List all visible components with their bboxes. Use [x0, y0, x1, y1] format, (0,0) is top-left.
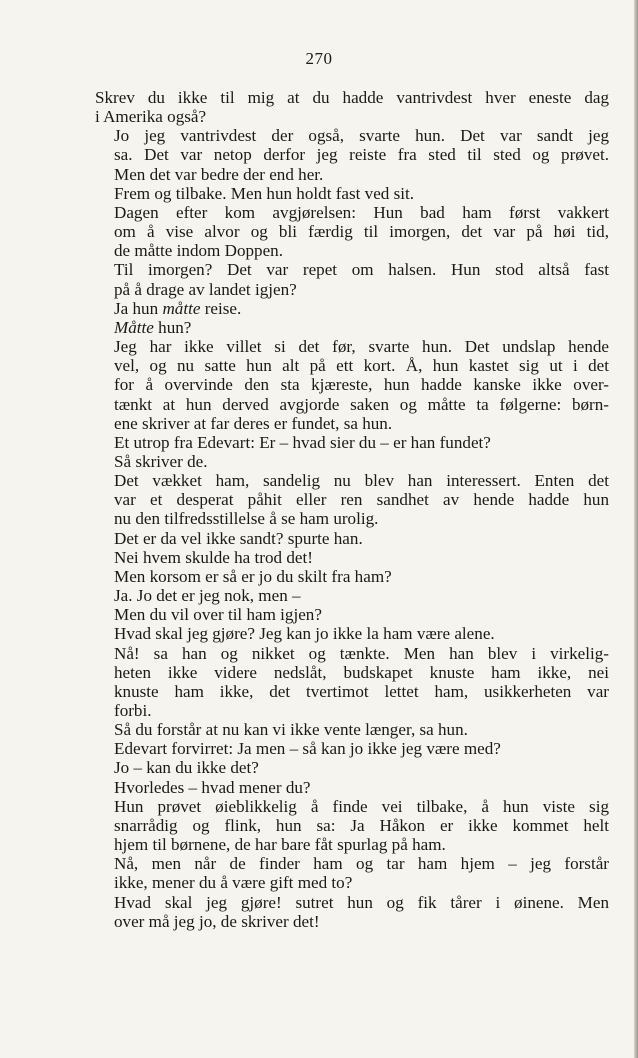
paragraph	[95, 433, 609, 452]
text-line: Frem og tilbake. Men hun holdt fast ved sit.	[114, 183, 415, 203]
paragraph	[95, 299, 609, 318]
text-line: Et utrop fra Edevart: Er – hvad sier du – er han fundet?	[114, 432, 491, 452]
paragraph	[95, 529, 609, 548]
text-line: sa. Det var netop derfor jeg reiste fra sted til sted og prøvet.	[114, 145, 609, 165]
text-line: ikke, mener du å være gift med to?	[114, 873, 353, 893]
text-line	[95, 299, 609, 318]
paragraph	[95, 260, 609, 298]
text-line: hjem til børnene, de har bare fåt spurlag på ham.	[114, 835, 446, 855]
paragraph	[95, 567, 609, 586]
paragraph	[95, 337, 609, 433]
text-line: for å overvinde den sta kjæreste, hun hadde kanske ikke over-	[114, 375, 609, 395]
paragraph	[95, 758, 609, 777]
text-line: Så skriver de.	[114, 451, 208, 471]
text-line: Men korsom er så er jo du skilt fra ham?	[114, 566, 392, 586]
text-line: Skrev du ikke til mig at du hadde vantrivdest hver eneste dag	[95, 88, 609, 107]
text-line: Til imorgen? Det var repet om halsen. Hun stod altså fast	[114, 260, 609, 280]
text-line: Jo – kan du ikke det?	[114, 758, 259, 778]
text-line: tænkt at hun derved avgjorde saken og måtte ta følgerne: børn-	[114, 394, 609, 414]
paragraph	[95, 452, 609, 471]
text-line: Men det var bedre der end her.	[114, 164, 324, 184]
text-line: ene skriver at far deres er fundet, sa hun.	[114, 413, 393, 433]
text-run: reise.	[200, 298, 242, 318]
text-line: Nå, men når de finder ham og tar ham hjem – jeg forstår	[114, 854, 609, 874]
paragraph	[95, 318, 609, 337]
paragraph	[95, 644, 609, 721]
italic-word: Måtte	[114, 317, 154, 337]
text-line: vel, og nu satte hun alt på ett kort. Å, hun kastet sig ut i det	[114, 356, 609, 376]
text-line: forbi.	[114, 701, 152, 720]
paragraph	[95, 854, 609, 892]
paragraph	[95, 88, 609, 126]
paragraph	[95, 586, 609, 605]
text-line: Så du forstår at nu kan vi ikke vente længer, sa hun.	[114, 720, 468, 740]
text-line: Edevart forvirret: Ja men – så kan jo ikke jeg være med?	[114, 739, 501, 759]
text-line: heten ikke videre nedslåt, budskapet knuste ham ikke, nei	[114, 662, 609, 682]
paragraph	[95, 893, 609, 931]
body-text	[95, 88, 609, 931]
paragraph	[95, 624, 609, 643]
paragraph	[95, 548, 609, 567]
paragraph	[95, 184, 609, 203]
text-line: de måtte indom Doppen.	[114, 241, 284, 261]
paragraph	[95, 739, 609, 758]
text-line: Jeg har ikke villet si det før, svarte hun. Det undslap hende	[114, 337, 609, 357]
paragraph	[95, 605, 609, 624]
paragraph	[95, 778, 609, 797]
text-line: på å drage av landet igjen?	[114, 279, 297, 299]
text-line: Men du vil over til ham igjen?	[114, 605, 322, 625]
text-line: snarrådig og flink, hun sa: Ja Håkon er ikke kommet helt	[114, 815, 609, 835]
text-run: hun?	[153, 317, 192, 337]
text-line: om å vise alvor og bli færdig til imorgen, det var på høi tid,	[114, 222, 609, 242]
text-line	[95, 318, 609, 337]
text-line: Hvorledes – hvad mener du?	[114, 777, 311, 797]
text-line: Hun prøvet øieblikkelig å finde vei tilbake, å hun viste sig	[114, 796, 609, 816]
paragraph	[95, 471, 609, 528]
text-line: nu den tilfredsstillelse å se ham urolig.	[114, 509, 379, 529]
text-line: i Amerika også?	[95, 107, 207, 127]
text-line: Det er da vel ikke sandt? spurte han.	[114, 528, 363, 548]
paragraph	[95, 720, 609, 739]
text-line: Ja. Jo det er jeg nok, men –	[114, 586, 301, 606]
italic-word: måtte	[162, 298, 201, 318]
text-line: Nei hvem skulde ha trod det!	[114, 547, 313, 567]
paragraph	[95, 126, 609, 183]
text-line: Hvad skal jeg gjøre! sutret hun og fik tårer i øinene. Men	[114, 892, 609, 912]
page-number: 270	[305, 49, 333, 68]
text-line: Det vækket ham, sandelig nu blev han interessert. Enten det	[114, 471, 609, 491]
text-line: var et desperat påhit eller ren sandhet av hende hadde hun	[114, 490, 609, 510]
text-line: Hvad skal jeg gjøre? Jeg kan jo ikke la ham være alene.	[114, 624, 495, 644]
paragraph	[95, 797, 609, 854]
paragraph	[95, 203, 609, 260]
text-line: over må jeg jo, de skriver det!	[114, 911, 320, 931]
text-line: knuste ham ikke, det tvertimot lettet ham, usikkerheten var	[114, 681, 609, 701]
text-line: Dagen efter kom avgjørelsen: Hun bad ham først vakkert	[114, 202, 609, 222]
text-run: Ja hun	[114, 298, 163, 318]
page-edge	[634, 0, 638, 1058]
text-line: Nå! sa han og nikket og tænkte. Men han blev i virkelig-	[114, 643, 609, 663]
text-line: Jo jeg vantrivdest der også, svarte hun. Det var sandt jeg	[114, 126, 609, 146]
